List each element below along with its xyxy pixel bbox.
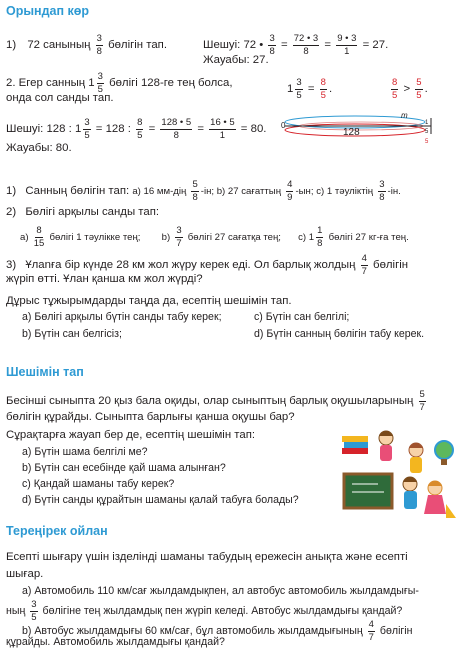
problem-a-line-2: ның $\frac{3}{5}$ бөлігіне тең жылдамдық пен жүріп келеді. Автобус жылдамдығы қандай? (6, 599, 403, 623)
label-m: m (401, 111, 408, 120)
svg-text:5: 5 (425, 139, 429, 145)
problem-a-line-1: a) Автомобиль 110 км/сағ жылдамдықпен, ал автобус автомобиль жылдамдығы- (22, 585, 419, 597)
fraction-comparison: $\frac{8}{5}$ > $\frac{5}{5}$ . (392, 77, 428, 101)
choose-instruction: Дұрыс тұжырымдарды таңда да, есептің шешімін тап. (6, 295, 292, 307)
problem-2-line-1: 2. Егер санның 1 $\frac{3}{5}$ бөлігі 128-ге тең болса, (6, 71, 233, 95)
question-c: c) Қандай шаманы табу керек? (22, 478, 175, 490)
number-line-diagram (283, 108, 458, 150)
problem-b-line-2: құрайды. Автомобиль жылдамдығы қандай? (6, 636, 225, 648)
option-d: d) Бүтін санның бөлігін табу керек. (254, 328, 425, 340)
problem-2-line-2: онда сол санды тап. (6, 92, 114, 104)
option-b: b) Бүтін сан белгісіз; (22, 328, 122, 340)
exercise-2-items: а) $\frac{8}{15}$ бөлігі 1 тәулікке тең; b) $\frac{3}{7}$ бөлігі 27 сағатқа тең; c) 1 $\frac{1}{8}$ бөлігі 27 кг-ға тең. (20, 225, 409, 249)
fraction: $\frac{3}{8}$ (96, 33, 102, 57)
exercise-1: 1) Санның бөлігін тап: а) 16 мм-дің $\frac{5}{8}$ -ін; b) 27 сағаттың $\frac{4}{9}$ -ын; c) 1 тәуліктің $\frac{3}{8}$ -ін. (6, 179, 401, 203)
question-a: а) Бүтін шама белгілі ме? (22, 446, 148, 458)
svg-text:1: 1 (425, 120, 429, 126)
problem-2-answer: Жауабы: 80. (6, 142, 72, 154)
section-heading-find-solution: Шешімін тап (6, 365, 84, 379)
classroom-illustration (340, 428, 458, 520)
section2-line-1: Бесінші сыныпта 20 қыз бала оқиды, олар сыныптың барлық оқушыларының $\frac{5}{7}$ (6, 389, 425, 413)
section-heading-think-deeper: Тереңірек ойлан (6, 524, 108, 538)
problem-2-solution: Шешуі: 128 : 1 $\frac{3}{5}$ = 128 : $\frac{8}{5}$ = $\frac{128 • 5}{8}$ = $\frac{16 • 5}{1}$ = 80. (6, 117, 267, 141)
section3-line-1: Есепті шығару үшін ізделінді шаманы табудың ережесін анықта және есепті (6, 551, 408, 563)
svg-text:5: 5 (425, 129, 429, 135)
exercise-2-title: 2) Бөлігі арқылы санды тап: (6, 206, 160, 218)
section2-line-3: Сұрақтарға жауап бер де, есептің шешімін тап: (6, 429, 256, 441)
option-c: c) Бүтін сан белгілі; (254, 311, 350, 323)
exercise-3-line-1: 3) Ұлanға бір күнде 28 км жол жүру керек еді. Ол барлық жолдың $\frac{4}{7}$ бөлігін (6, 253, 409, 277)
problem-1-statement (6, 34, 167, 56)
section3-line-2: шығар. (6, 568, 44, 580)
problem-1-solution: Шешуі: 72 • $\frac{3}{8}$ = $\frac{72 • 3}{8}$ = $\frac{9 • 3}{1}$ = 27. (203, 33, 389, 57)
problem-1-answer: Жауабы: 27. (203, 54, 269, 66)
problem-text: бөлігін тап. (108, 39, 168, 52)
question-d: d) Бүтін санды құрайтын шаманы қалай табуға болады? (22, 494, 299, 506)
problem-b-line-1: b) Автобус жылдамдығы 60 км/сағ, бұл автомобиль жылдамдығының $\frac{4}{7}$ бөлігін (22, 619, 413, 643)
question-b: b) Бүтін сан есебінде қай шама алынған? (22, 462, 226, 474)
section-heading-practice: Орындап көр (6, 4, 90, 18)
label-128: 128 (343, 127, 360, 138)
option-a: а) Бөлігі арқылы бүтін санды табу керек; (22, 311, 222, 323)
problem-number: 1) (6, 39, 17, 52)
label-zero: 0 (281, 121, 286, 130)
problem-text: 72 санының (27, 39, 91, 52)
mixed-number-conversion: 1 $\frac{3}{5}$ = $\frac{8}{5}$ . (287, 77, 333, 101)
exercise-3-line-2: жүріп өтті. Ұлан қанша км жол жүрді? (6, 273, 203, 285)
section2-line-2: бөлігін құрайды. Сыныпта барлығы қанша оқушы бар? (6, 411, 295, 423)
